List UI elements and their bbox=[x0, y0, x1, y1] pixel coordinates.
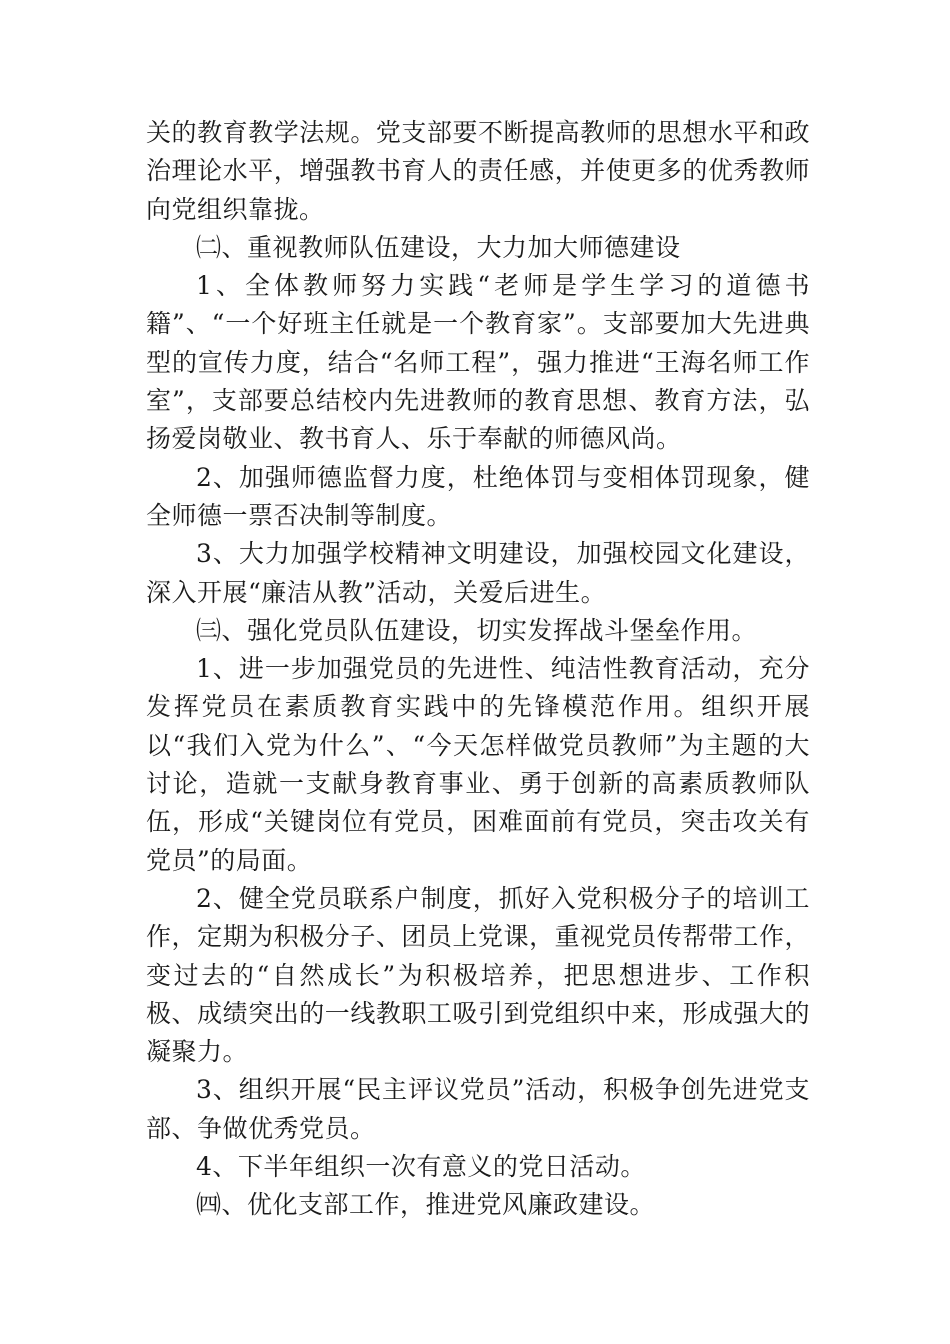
paragraph-1: 关的教育教学法规。党支部要不断提高教师的思想水平和政治理论水平，增强教书育人的责任感，并使更多的优秀教师向党组织靠拢。 bbox=[146, 118, 810, 224]
paragraph-2-2: 2、加强师德监督力度，杜绝体罚与变相体罚现象，健全师德一票否决制等制度。 bbox=[146, 462, 810, 530]
section-heading-4: ㈣、优化支部工作，推进党风廉政建设。 bbox=[196, 1190, 656, 1220]
paragraph-3-3: 3、组织开展“民主评议党员”活动，积极争创先进党支部、争做优秀党员。 bbox=[146, 1075, 810, 1143]
paragraph-3-4: 4、下半年组织一次有意义的党日活动。 bbox=[196, 1152, 646, 1182]
paragraph-2-1: 1、全体教师努力实践“老师是学生学习的道德书籍”、“一个好班主任就是一个教育家”。支部要加大先进典型的宣传力度，结合“名师工程”，强力推进“王海名师工作室”，支部要总结校内先进教师的教育思想、教育方法，弘扬爱岗敬业、教书育人、乐于奉献的师德风尚。 bbox=[146, 271, 810, 454]
section-heading-3: ㈢、强化党员队伍建设，切实发挥战斗堡垒作用。 bbox=[196, 615, 758, 645]
section-heading-2: ㈡、重视教师队伍建设，大力加大师德建设 bbox=[196, 232, 681, 262]
paragraph-3-1: 1、进一步加强党员的先进性、纯洁性教育活动，充分发挥党员在素质教育实践中的先锋模范作用。组织开展以“我们入党为什么”、“今天怎样做党员教师”为主题的大讨论，造就一支献身教育事业、勇于创新的高素质教师队伍，形成“关键岗位有党员，困难面前有党员，突击攻关有党员”的局面。 bbox=[146, 654, 810, 875]
document-body bbox=[146, 114, 810, 1225]
paragraph-2-3: 3、大力加强学校精神文明建设，加强校园文化建设，深入开展“廉洁从教”活动，关爱后进生。 bbox=[146, 539, 810, 607]
paragraph-3-2: 2、健全党员联系户制度，抓好入党积极分子的培训工作，定期为积极分子、团员上党课，重视党员传帮带工作，变过去的“自然成长”为积极培养，把思想进步、工作积极、成绩突出的一线教职工吸引到党组织中来，形成强大的凝聚力。 bbox=[146, 883, 810, 1067]
